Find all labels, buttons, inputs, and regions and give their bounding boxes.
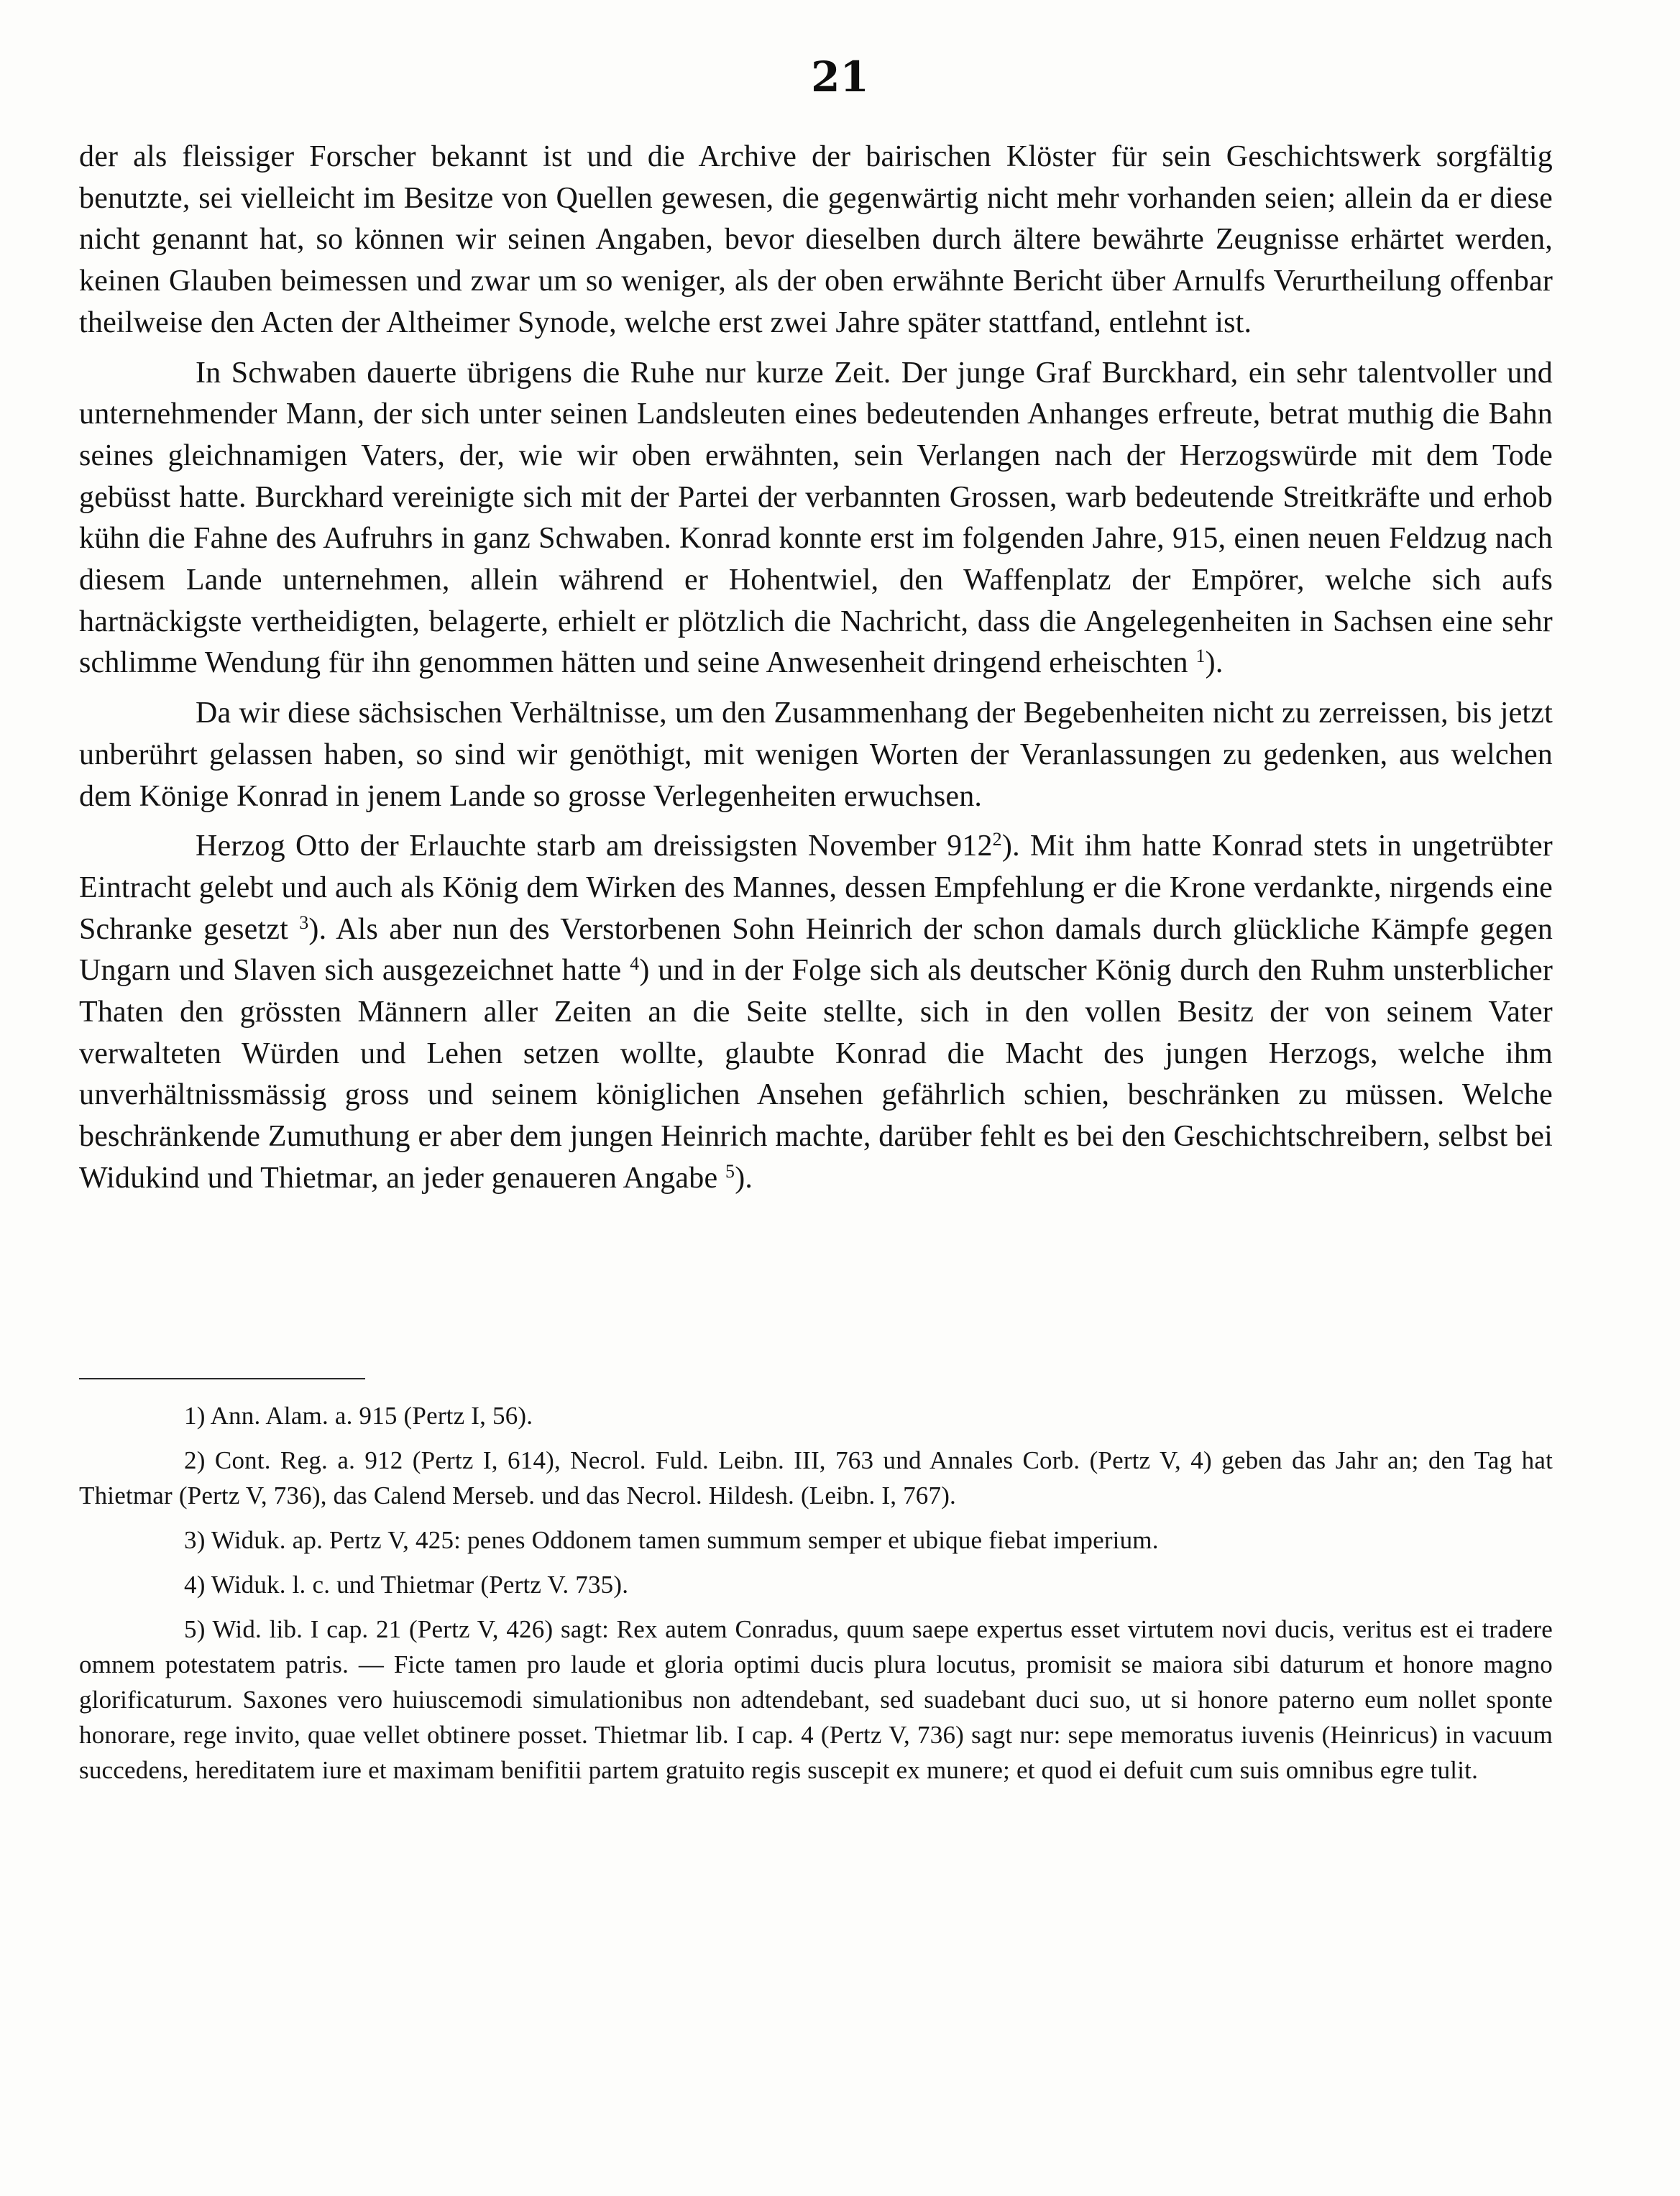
footnote-1: 1) Ann. Alam. a. 915 (Pertz I, 56). bbox=[184, 1402, 533, 1430]
paragraph-4 bbox=[79, 826, 1553, 1199]
paragraph-1: der als fleissiger Forscher bekannt ist und die Archive der bairischen Klöster für sein Geschichtswerk sorgfältig benutzte, sei vielleicht im Besitze von Quellen gewesen, die gegenwärtig nicht mehr vorhanden seien; allein da er diese nicht genannt hat, so können wir seinen Angaben, bevor dieselben durch ältere bewährte Zeugnisse erhärtet werden, keinen Glauben beimessen und zwar um so weniger, als der oben erwähnte Bericht über Arnulfs Verurtheilung offenbar theilweise den Acten der Altheimer Synode, welche erst zwei Jahre später stattfand, entlehnt ist. bbox=[79, 140, 1553, 339]
footnote-2: 2) Cont. Reg. a. 912 (Pertz I, 614), Necrol. Fuld. Leibn. III, 763 und Annales Corb. (Pertz V, 4) geben das Jahr an; den Tag hat Thietmar (Pertz V, 736), das Calend Merseb. und das Necrol. Hildesh. (Leibn. I, 767). bbox=[79, 1446, 1553, 1510]
footnote-ref-3: 3 bbox=[299, 911, 309, 933]
closing-paren: ) bbox=[1205, 646, 1216, 680]
period: . bbox=[745, 1161, 753, 1195]
footnote-ref-1: 1 bbox=[1195, 646, 1206, 667]
closing-paren: ) bbox=[308, 912, 319, 946]
footnote-4: 4) Widuk. l. c. und Thietmar (Pertz V. 735). bbox=[184, 1571, 629, 1599]
period: . bbox=[1215, 646, 1224, 680]
paragraph-2 bbox=[79, 353, 1553, 685]
paragraph-3: Da wir diese sächsischen Verhältnisse, um den Zusammenhang der Begebenheiten nicht zu zerreissen, bis jetzt unberührt gelassen haben, so sind wir genöthigt, mit wenigen Worten der Veranlassungen zu gedenken, aus welchen dem Könige Konrad in jenem Lande so grosse Verlegenheiten erwuchsen. bbox=[79, 697, 1553, 813]
footnote-ref-4: 4 bbox=[630, 953, 640, 975]
closing-paren: ) bbox=[1001, 830, 1013, 863]
main-text bbox=[79, 137, 1553, 1200]
page-number: 21 bbox=[811, 52, 869, 101]
footnote-ref-2: 2 bbox=[992, 829, 1002, 850]
footnote-3: 3) Widuk. ap. Pertz V, 425: penes Oddonem tamen summum semper et ubique fiebat imperium. bbox=[184, 1526, 1159, 1554]
paragraph-4-part-4: und in der Folge sich als deutscher König durch den Ruhm unsterblicher Thaten den grössten Männern aller Zeiten an die Seite stellte, sich in den vollen Besitz der von seinem Vater verwalteten Würden und Lehen setzen wollte, glaubte Konrad die Macht des jungen Herzogs, welche ihm unverhältnissmässig gross und seinem königlichen Ansehen gefährlich schien, beschränken zu müssen. Welche beschränkende Zumuthung er aber dem jungen Heinrich machte, darüber fehlt es bei den Geschichtschreibern, selbst bei Widukind und Thietmar, an jeder genaueren Angabe bbox=[79, 954, 1553, 1195]
paragraph-4-part-2: Mit ihm hatte Konrad stets in ungetrübter Eintracht gelebt und auch als König dem Wirken des Mannes, dessen Empfehlung er die Krone verdankte, nirgends eine Schranke gesetzt bbox=[79, 830, 1553, 946]
closing-paren: ) bbox=[735, 1161, 745, 1195]
footnote-divider bbox=[79, 1378, 365, 1379]
footnote-5: 5) Wid. lib. I cap. 21 (Pertz V, 426) sagt: Rex autem Conradus, quum saepe expertus esset virtutem novi ducis, veritus est ei tradere omnem potestatem patris. — Ficte tamen pro laude et gloria optimi ducis plura locutus, promisit se maiora sibi daturum et honore magno glorificaturum. Saxones vero huiuscemodi simulationibus non adtendebant, sed suadebant duci suo, ut si honore paterno eum nollet sponte honorare, rege invito, quae vellet obtinere posset. Thietmar lib. I cap. 4 (Pertz V, 736) sagt nur: sepe memoratus iuvenis (Heinricus) in vacuum succedens, hereditatem iure et maximam benifitii partem gratuito regis suscepit ex munere; et quod ei defuit cum suis omnibus egre tulit. bbox=[79, 1615, 1553, 1784]
period: . bbox=[1012, 830, 1020, 863]
footnote-ref-5: 5 bbox=[725, 1160, 735, 1182]
period: . bbox=[318, 912, 327, 946]
paragraph-4-part-1: Herzog Otto der Erlauchte starb am dreissigsten November 912 bbox=[196, 830, 993, 863]
closing-paren: ) bbox=[639, 954, 650, 988]
paragraph-4-part-3: Als aber nun des Verstorbenen Sohn Heinrich der schon damals durch glückliche Kämpfe gegen Ungarn und Slaven sich ausgezeichnet hatte bbox=[79, 912, 1553, 988]
footnotes bbox=[79, 1398, 1553, 1788]
paragraph-2-text: In Schwaben dauerte übrigens die Ruhe nur kurze Zeit. Der junge Graf Burckhard, ein sehr talentvoller und unternehmender Mann, der sich unter seinen Landsleuten eines bedeutenden Anhanges erfreute, betrat muthig die Bahn seines gleichnamigen Vaters, der, wie wir oben erwähnten, sein Verlangen nach der Herzogswürde mit dem Tode gebüsst hatte. Burckhard vereinigte sich mit der Partei der verbannten Grossen, warb bedeutende Streitkräfte und erhob kühn die Fahne des Aufruhrs in ganz Schwaben. Konrad konnte erst im folgenden Jahre, 915, einen neuen Feldzug nach diesem Lande unternehmen, allein während er Hohentwiel, den Waffenplatz der Empörer, welche sich aufs hartnäckigste vertheidigten, belagerte, erhielt er plötzlich die Nachricht, dass die Angelegenheiten in Sachsen eine sehr schlimme Wendung für ihn genommen hätten und seine Anwesenheit dringend erheischten bbox=[79, 356, 1553, 680]
